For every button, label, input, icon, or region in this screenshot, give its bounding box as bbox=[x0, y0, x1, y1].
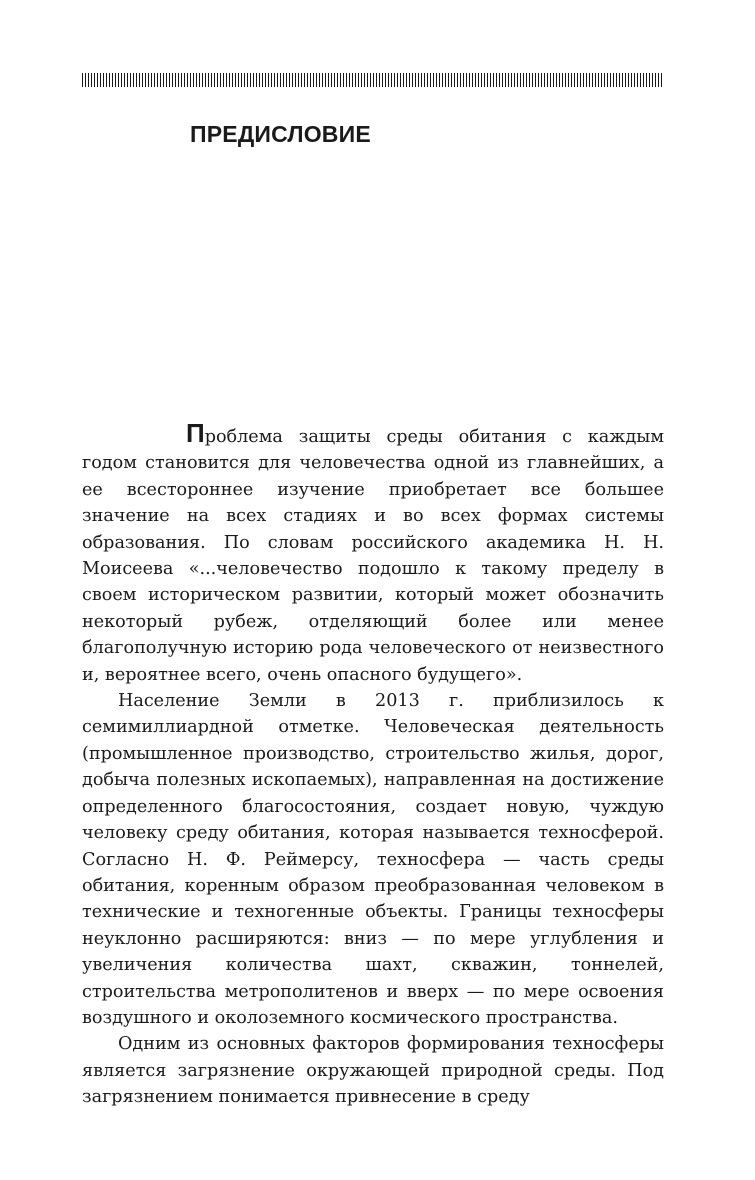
chapter-title: ПРЕДИСЛОВИЕ bbox=[190, 121, 371, 147]
paragraph-1-text: роблема защиты среды обитания с каждым годом становится для человечества одной из главнейших, а ее всестороннее изучение приобретает все большее значение на всех стадиях и во всех формах системы образования. По словам российского академика Н. Н. Моисеева «...человечество подошло к такому пределу в своем историческом развитии, который может обозначить некоторый рубеж, отделяющий более или менее благополучную историю рода человеческого от неизвестного и, вероятнее всего, очень опасного будущего». bbox=[82, 427, 664, 685]
paragraph-1 bbox=[82, 420, 664, 688]
decorative-top-rule bbox=[82, 73, 664, 87]
paragraph-2: Население Земли в 2013 г. приблизилось к семимиллиардной отметке. Человеческая деятельность (промышленное производство, строительство жилья, дорог, добыча полезных ископаемых), направленная на достижение определенного благосостояния, создает новую, чуждую человеку среду обитания, которая называется техносферой. Согласно Н. Ф. Реймерсу, техносфера — часть среды обитания, коренным образом преобразованная человеком в технические и техногенные объекты. Границы техносферы неуклонно расширяются: вниз — по мере углубления и увеличения количества шахт, скважин, тоннелей, строительства метрополитенов и вверх — по мере освоения воздушного и околоземного космического пространства. bbox=[82, 691, 664, 1028]
body-text bbox=[82, 420, 664, 1111]
dropcap-initial: П bbox=[186, 418, 205, 448]
paragraph-3: Одним из основных факторов формирования техносферы является загрязнение окружающей природной среды. Под загрязнением понимается привнесение в среду bbox=[82, 1034, 664, 1108]
